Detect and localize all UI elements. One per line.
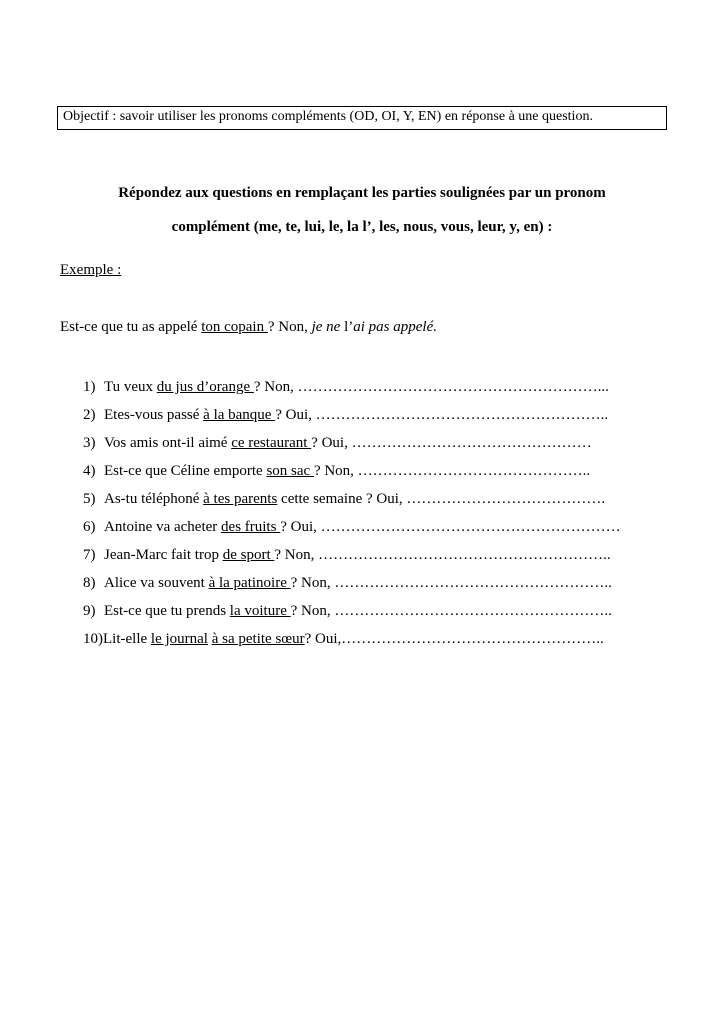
example-question: Est-ce que tu as appelé: [60, 319, 202, 335]
exercise-text: ? Non, ………………………………………………..: [290, 575, 612, 591]
exercise-number: 6): [83, 519, 96, 535]
example-answer-part: ai pas appelé.: [353, 319, 438, 335]
exercise-item: [83, 378, 621, 406]
underlined-phrase: à sa petite sœur: [211, 631, 305, 647]
exercise-number: 3): [83, 435, 96, 451]
exercise-number: 2): [83, 407, 96, 423]
objective-box: [57, 106, 667, 130]
example-question-end: ? Non,: [267, 319, 312, 335]
exercise-text: Jean-Marc fait trop: [104, 547, 223, 563]
exercise-text: cette semaine ? Oui, ………………………………….: [277, 491, 606, 507]
instructions-line-2: complément (me, te, lui, le, la l’, les, nous, vous, leur, y, en) :: [171, 219, 553, 235]
exercise-number: 5): [83, 491, 96, 507]
exercise-text: ? Oui, …………………………………………………..: [275, 407, 609, 423]
exercise-text: Antoine va acheter: [104, 519, 222, 535]
exercise-text: As-tu téléphoné: [104, 491, 204, 507]
exercise-text: ? Oui, ……………………………………………………: [280, 519, 621, 535]
exercise-item: [83, 574, 621, 602]
exercise-number: 7): [83, 547, 96, 563]
exercise-item: [83, 434, 621, 462]
exercise-text: Lit-elle: [103, 631, 151, 647]
exercise-text: Tu veux: [104, 379, 157, 395]
underlined-phrase: son sac: [266, 463, 314, 479]
exercise-text: ? Oui,……………………………………………..: [304, 631, 604, 647]
exercise-item: [83, 602, 621, 630]
underlined-phrase: à la patinoire: [208, 575, 291, 591]
exercise-text: ? Non, ……………………………………………………...: [253, 379, 609, 395]
underlined-phrase: à tes parents: [203, 491, 278, 507]
exercise-text: ? Non, ………………………………………………..: [290, 603, 612, 619]
exercise-item: [83, 490, 621, 518]
underlined-phrase: le journal: [150, 631, 208, 647]
underlined-phrase: ce restaurant: [231, 435, 312, 451]
exercise-number: 10): [83, 631, 103, 647]
exercise-item: [83, 518, 621, 546]
exercise-text: ? Non, …………………………………………………..: [274, 547, 611, 563]
underlined-phrase: de sport: [222, 547, 275, 563]
exercise-number: 9): [83, 603, 96, 619]
example-answer-pronoun: l’: [344, 319, 354, 335]
example-answer-part: je ne: [311, 319, 345, 335]
exercise-item: [83, 462, 621, 490]
instructions: [60, 176, 664, 244]
exercise-list: [83, 378, 621, 658]
exercise-number: 8): [83, 575, 96, 591]
exercise-text: ? Oui, …………………………………………: [311, 435, 592, 451]
exercise-text: Alice va souvent: [104, 575, 209, 591]
objective-text: Objectif : savoir utiliser les pronoms compléments (OD, OI, Y, EN) en réponse à une question.: [63, 109, 593, 124]
exercise-item: [83, 546, 621, 574]
example-sentence: [60, 319, 437, 336]
exercise-number: 4): [83, 463, 96, 479]
exercise-item: [83, 406, 621, 434]
exercise-text: Est-ce que Céline emporte: [104, 463, 267, 479]
exercise-text: Etes-vous passé: [104, 407, 204, 423]
underlined-phrase: la voiture: [229, 603, 291, 619]
underlined-phrase: à la banque: [203, 407, 276, 423]
underlined-phrase: du jus d’orange: [156, 379, 254, 395]
example-heading: Exemple :: [60, 262, 122, 278]
underlined-phrase: des fruits: [221, 519, 281, 535]
exercise-text: ? Non, ………………………………………..: [313, 463, 591, 479]
example-underlined: ton copain: [201, 319, 268, 335]
exercise-text: Est-ce que tu prends: [104, 603, 230, 619]
instructions-line-1: Répondez aux questions en remplaçant les parties soulignées par un pronom: [118, 185, 606, 201]
exercise-number: 1): [83, 379, 96, 395]
exercise-item: [83, 630, 621, 658]
exercise-text: Vos amis ont-il aimé: [104, 435, 232, 451]
